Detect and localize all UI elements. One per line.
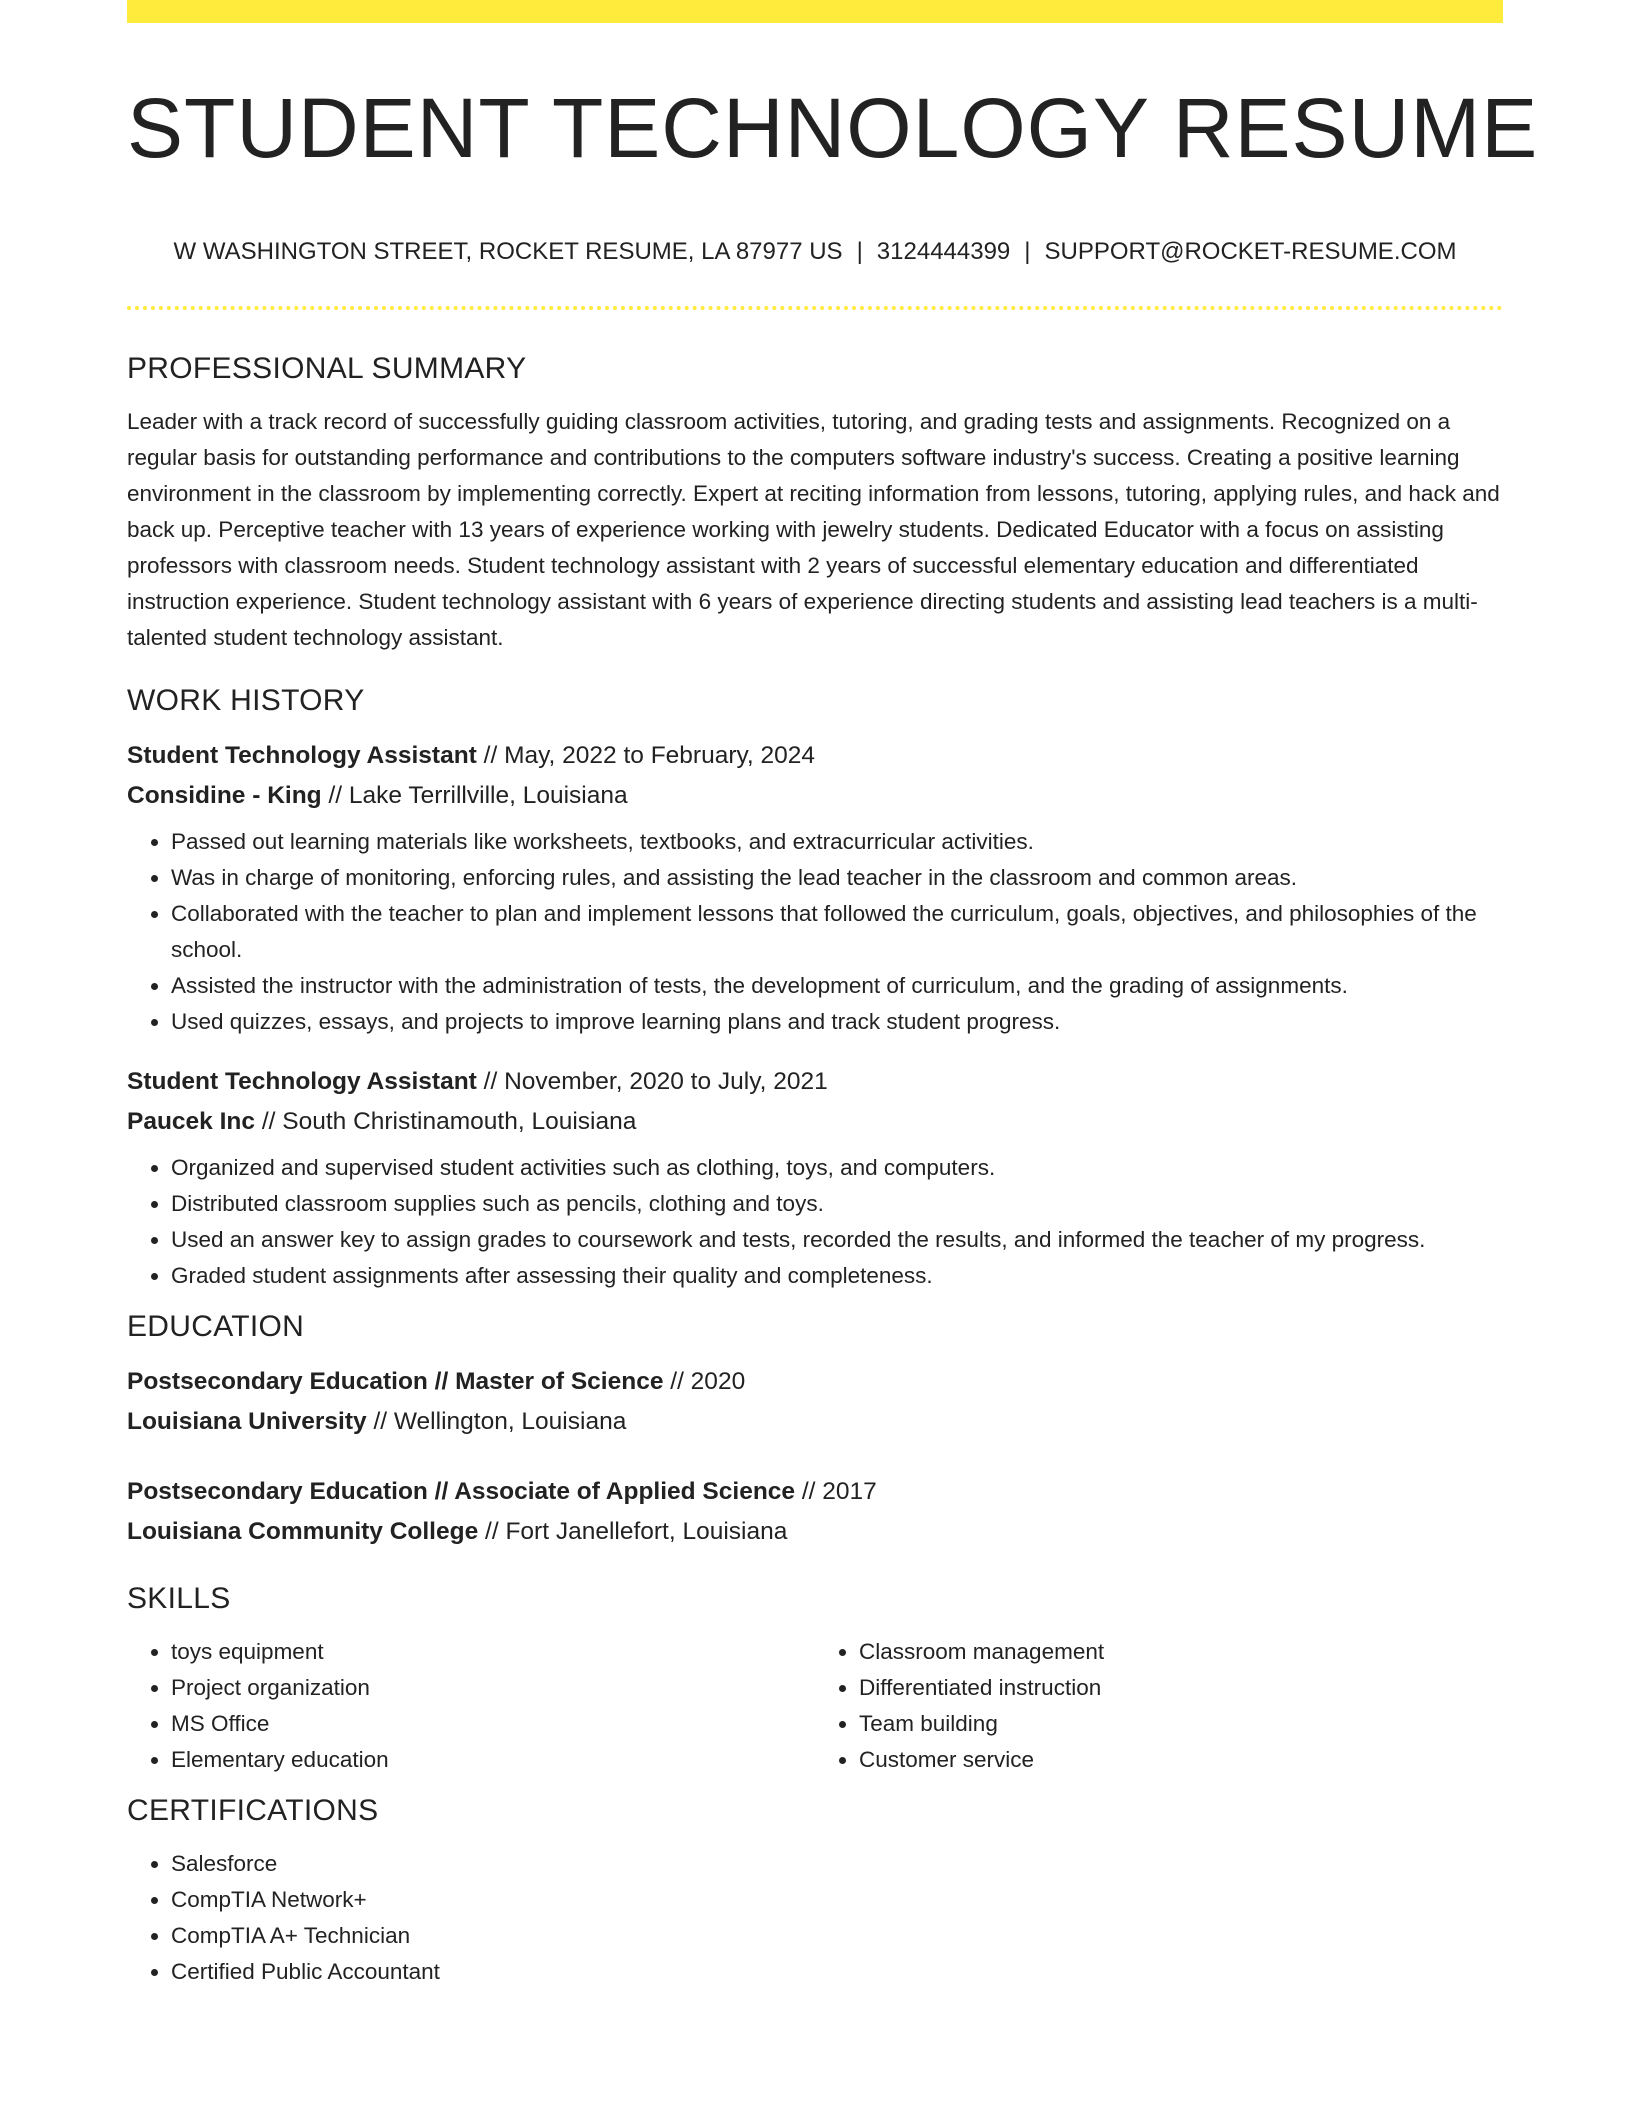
skills-columns [127, 1634, 1503, 1778]
dotted-divider [127, 306, 1503, 310]
section-heading: PROFESSIONAL SUMMARY [127, 352, 527, 385]
contact-separator: | [856, 238, 863, 265]
resume-content [127, 352, 1503, 1990]
list-item: • MS Office [171, 1706, 815, 1742]
contact-line [127, 238, 1503, 266]
degree-line [127, 1362, 1503, 1402]
certifications-section [127, 1794, 1503, 1990]
job-bullets [127, 1150, 1503, 1294]
contact-address: W WASHINGTON STREET, ROCKET RESUME, LA 87977 US [173, 238, 843, 265]
job-company: Considine - King [127, 782, 322, 809]
job-title: Student Technology Assistant [127, 1068, 477, 1095]
list-item: • toys equipment [171, 1634, 815, 1670]
resume-title: STUDENT TECHNOLOGY RESUME [127, 81, 1539, 175]
degree-year: // 2020 [670, 1368, 746, 1395]
list-item: • Certified Public Accountant [171, 1954, 1503, 1990]
list-item: • CompTIA A+ Technician [171, 1918, 1503, 1954]
section-heading: CERTIFICATIONS [127, 1794, 379, 1827]
job-dates: // November, 2020 to July, 2021 [483, 1068, 828, 1095]
job-company-line [127, 776, 1503, 816]
certifications-list [127, 1846, 1503, 1990]
contact-separator: | [1024, 238, 1031, 265]
degree-line [127, 1472, 1503, 1512]
job-bullets [127, 824, 1503, 1040]
list-item: • Customer service [859, 1742, 1503, 1778]
section-heading: WORK HISTORY [127, 684, 365, 717]
school-line [127, 1402, 1503, 1442]
list-item: • Was in charge of monitoring, enforcing rules, and assisting the lead teacher in the classroom and common areas. [171, 860, 1503, 896]
work-history-section [127, 684, 1503, 1294]
list-item: • Classroom management [859, 1634, 1503, 1670]
contact-phone: 3124444399 [876, 238, 1011, 265]
list-item: • Differentiated instruction [859, 1670, 1503, 1706]
list-item: • Elementary education [171, 1742, 815, 1778]
degree-year: // 2017 [801, 1478, 877, 1505]
job-dates: // May, 2022 to February, 2024 [483, 742, 816, 769]
list-item: • Team building [859, 1706, 1503, 1742]
contact-email: SUPPORT@ROCKET-RESUME.COM [1044, 238, 1457, 265]
job-location: // South Christinamouth, Louisiana [261, 1108, 637, 1135]
school-location: // Fort Janellefort, Louisiana [485, 1518, 788, 1545]
skills-list-right [815, 1634, 1503, 1778]
list-item: • Project organization [171, 1670, 815, 1706]
school-line [127, 1512, 1503, 1552]
degree: Postsecondary Education // Associate of Applied Science [127, 1478, 796, 1505]
job-company: Paucek Inc [127, 1108, 256, 1135]
professional-summary-section [127, 352, 1503, 656]
job-title-line [127, 1062, 1503, 1102]
summary-text: Leader with a track record of successfully guiding classroom activities, tutoring, and grading tests and assignments. Recognized on a regular basis for outstanding performance and contributions to the computers software industry's success. Creating a positive learning environment in the classroom by implementing correctly. Expert at reciting information from lessons, tutoring, applying rules, and hack and back up. Perceptive teacher with 13 years of experience working with jewelry students. Dedicated Educator with a focus on assisting professors with classroom needs. Student technology assistant with 2 years of successful elementary education and differentiated instruction experience. Student technology assistant with 6 years of experience directing students and assisting lead teachers is a multi-talented student technology assistant. [127, 409, 1500, 650]
job-company-line [127, 1102, 1503, 1142]
list-item: • Organized and supervised student activities such as clothing, toys, and computers. [171, 1150, 1503, 1186]
education-entry [127, 1362, 1503, 1442]
job-title-line [127, 736, 1503, 776]
job-entry [127, 1062, 1503, 1294]
section-heading: EDUCATION [127, 1310, 305, 1343]
education-entry [127, 1472, 1503, 1552]
list-item: • Collaborated with the teacher to plan and implement lessons that followed the curriculum, goals, objectives, and philosophies of the school. [171, 896, 1503, 968]
education-section [127, 1310, 1503, 1552]
school: Louisiana Community College [127, 1518, 479, 1545]
skills-section [127, 1582, 1503, 1778]
list-item: • Graded student assignments after assessing their quality and completeness. [171, 1258, 1503, 1294]
school-location: // Wellington, Louisiana [373, 1408, 627, 1435]
list-item: • Assisted the instructor with the administration of tests, the development of curriculum, and the grading of assignments. [171, 968, 1503, 1004]
list-item: • Distributed classroom supplies such as pencils, clothing and toys. [171, 1186, 1503, 1222]
accent-top-bar [127, 0, 1503, 23]
skills-list-left [127, 1634, 815, 1778]
school: Louisiana University [127, 1408, 367, 1435]
job-title: Student Technology Assistant [127, 742, 477, 769]
section-heading: SKILLS [127, 1582, 231, 1615]
list-item: • Salesforce [171, 1846, 1503, 1882]
job-entry [127, 736, 1503, 1040]
job-location: // Lake Terrillville, Louisiana [328, 782, 628, 809]
list-item: • Passed out learning materials like worksheets, textbooks, and extracurricular activities. [171, 824, 1503, 860]
list-item: • Used quizzes, essays, and projects to improve learning plans and track student progress. [171, 1004, 1503, 1040]
degree: Postsecondary Education // Master of Science [127, 1368, 664, 1395]
list-item: • Used an answer key to assign grades to coursework and tests, recorded the results, and informed the teacher of my progress. [171, 1222, 1503, 1258]
list-item: • CompTIA Network+ [171, 1882, 1503, 1918]
